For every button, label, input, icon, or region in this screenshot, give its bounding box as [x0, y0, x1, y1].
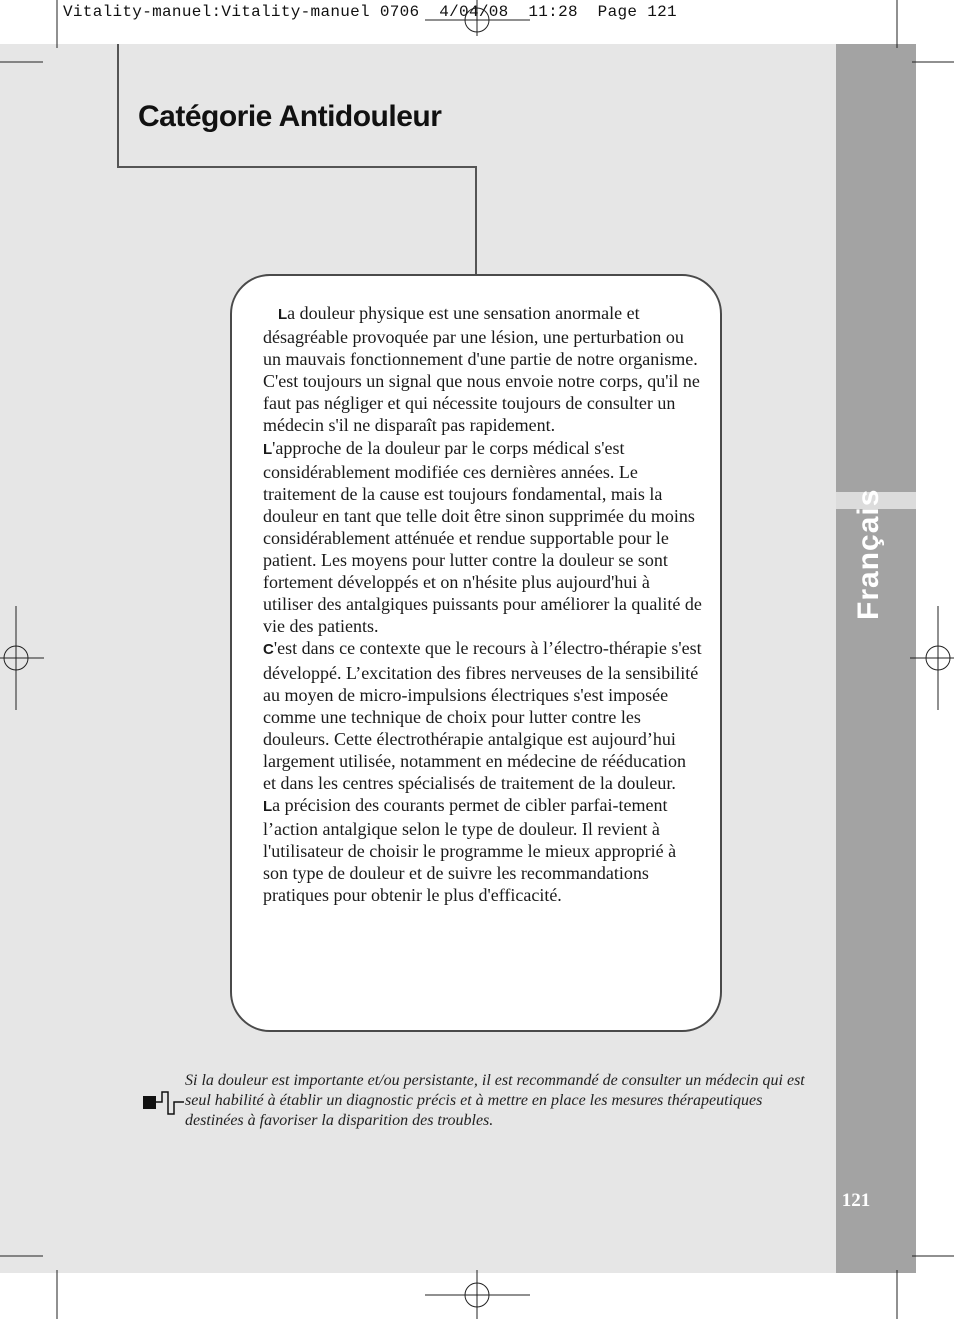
body-text	[263, 302, 703, 907]
paragraph-text: 'est dans ce contexte que le recours à l’électro-thérapie s'est développé. L’excitation des fibres nerveuses de la sensibilité au moyen de micro-impulsions électriques s'est imposée comme une technique de choix pour lutter contre les douleurs. Cette électrothérapie antalgique est aujourd’hui largement utilisée, notamment en médecine de rééducation et dans les centres spécialisés de traitement de la douleur.	[263, 638, 702, 793]
language-sidebar	[836, 44, 916, 1273]
paragraph-text: 'approche de la douleur par le corps médical s'est considérablement modifiée ces dernières années. Le traitement de la cause est toujours fondamental, mais la douleur en tant que telle doit être sinon supprimée du moins considérablement atténuée et rendue supportable pour le patient. Les moyens pour lutter contre la douleur se sont fortement développés et on n'hésite plus aujourd'hui à utiliser des antalgiques puissants pour améliorer la qualité de vie des patients.	[263, 437, 702, 637]
paragraph-2	[263, 437, 703, 638]
electrode-pulse-icon	[142, 1088, 186, 1118]
paragraph-text: a précision des courants permet de cibler parfai-tement l’action antalgique selon le type de douleur. Il revient à l'utilisateur de choisir le programme le mieux approprié à son type de douleur et de suivre les recommandations pratiques pour obtenir le plus d'efficacité.	[263, 795, 677, 906]
paragraph-3	[263, 637, 703, 794]
dropcap: L	[263, 440, 273, 458]
page-title: Catégorie Antidouleur	[138, 100, 442, 133]
title-frame	[117, 44, 477, 274]
print-header: Vitality-manuel:Vitality-manuel 0706 4/04/08 11:28 Page 121	[63, 3, 677, 21]
dropcap: C	[263, 641, 274, 659]
language-label: Français	[852, 488, 885, 620]
page-number: 121	[841, 1190, 871, 1211]
dropcap: L	[263, 798, 273, 816]
paragraph-text: a douleur physique est une sensation anormale et désagréable provoquée par une lésion, une perturbation ou un mauvais fonctionnement d'une partie de notre organisme. C'est toujours un signal que nous envoie notre corps, qu'il ne faut pas négliger et qui nécessite toujours de consulter un médecin s'il ne disparaît pas rapidement.	[263, 303, 700, 436]
paragraph-1	[263, 302, 703, 437]
warning-note: Si la douleur est importante et/ou persistante, il est recommandé de consulter un médecin qui est seul habilité à établir un diagnostic précis et à mettre en place les mesures thérapeutiques destinées à favoriser la disparition des troubles.	[185, 1072, 805, 1129]
paragraph-4	[263, 794, 703, 906]
dropcap: L	[278, 306, 288, 323]
